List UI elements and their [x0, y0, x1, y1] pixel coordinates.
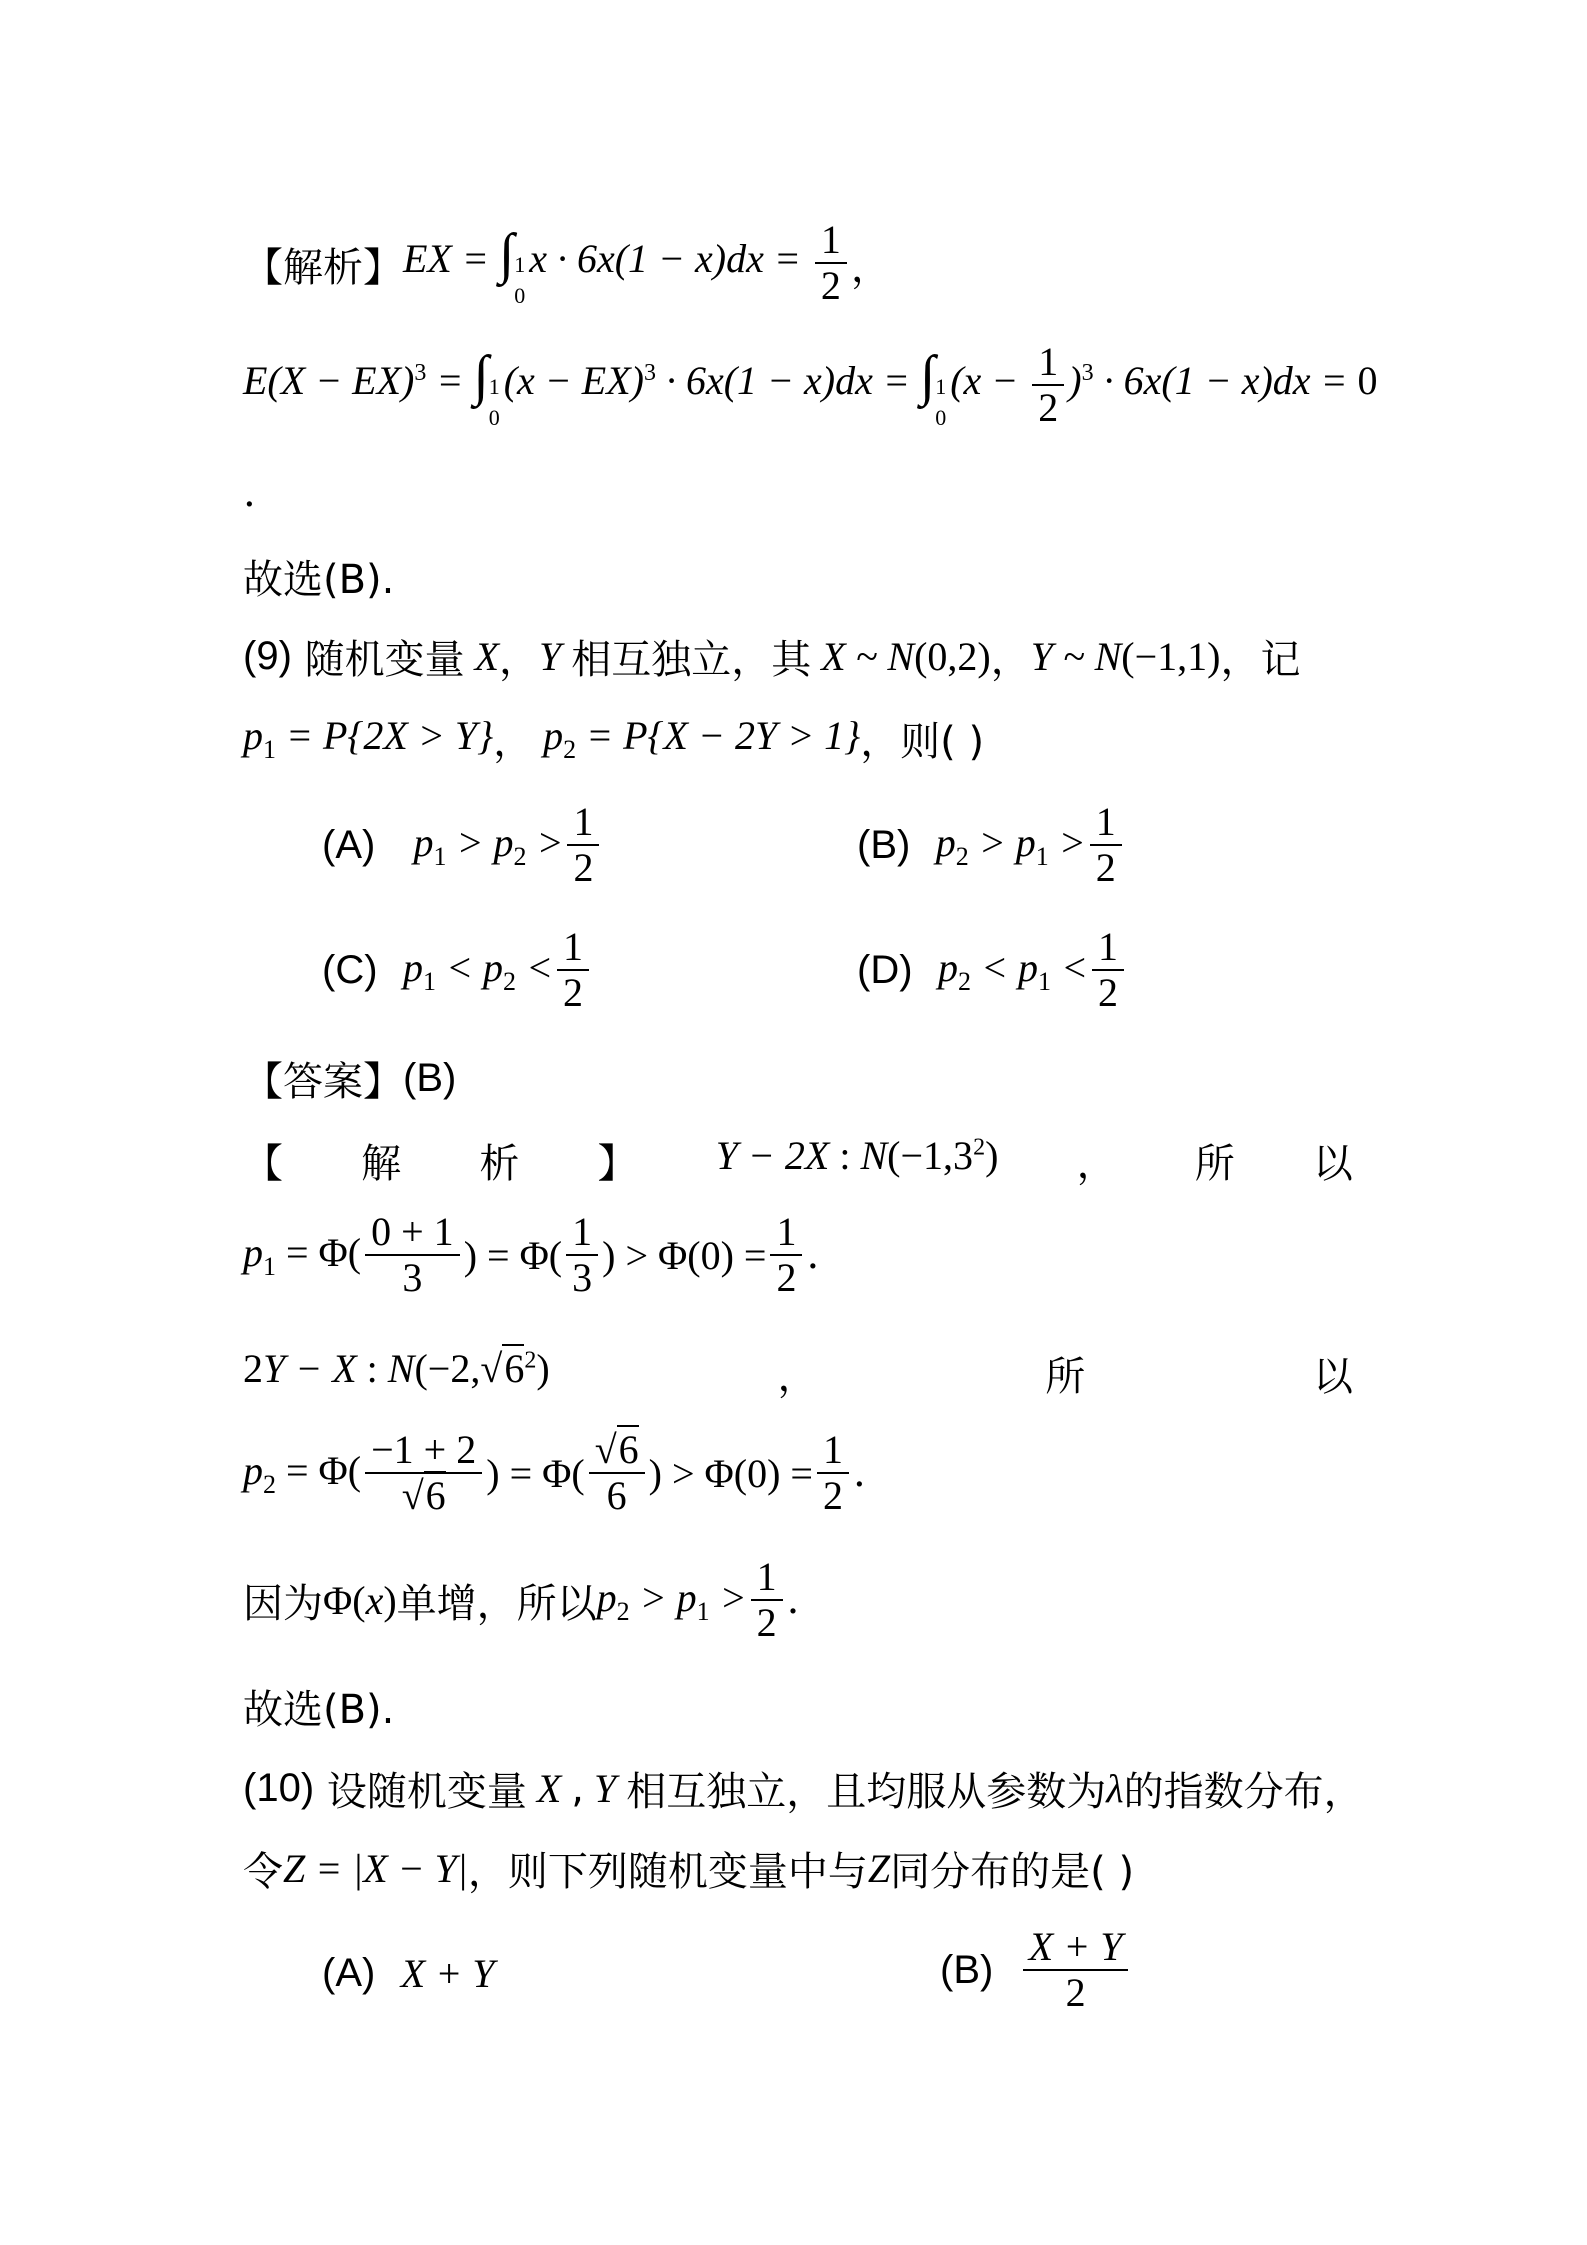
q9-conclusion: 故选(B).	[243, 1687, 395, 1733]
q9-analysis-line1: 【 解 析 】 Y − 2X : $N(-1,3^2)$ ， 所 以	[243, 1133, 1353, 1187]
analysis-label: 【解析】	[243, 245, 403, 292]
q10-option-a[interactable]: (A) X + Y	[322, 1951, 495, 1996]
q10-stem-line1: (10) 设随机变量 X , Y 相互独立，且均服从参数为 λ 的指数分布，	[243, 1765, 1364, 1815]
formula-third-moment: E(X − EX)$^3$ = ∫ 1 0 (x − EX)$^3$ · 6x(1 − x)dx = ∫ 1 0 (x − $\frac{1}{2}$ )$^3$ · 6x(1 − x)dx = 0	[243, 339, 1378, 430]
q9-option-a[interactable]: (A) $p_1 > p_2$ > $\frac{1}{2}$	[322, 800, 603, 890]
q8-analysis-line2	[243, 340, 1378, 434]
q8-analysis-line1: 【解析】 EX = ∫ 1 0 x · 6x(1 − x)dx = $\frac{1}{2}$ ，	[243, 218, 891, 312]
q9-option-b[interactable]: (B) $p_2 > p_1$ > $\frac{1}{2}$	[857, 800, 1126, 890]
q9-stem-line1: (9) 随机变量 X ， Y 相互独立，其 X ~ N(0,2) ， Y ~ N(−1,1) ，记	[243, 634, 1301, 683]
q10-number: (10)	[243, 1766, 315, 1810]
formula-ex: EX = ∫ 1 0 x · 6x(1 − x)dx = $\frac{1}{2}$	[403, 218, 851, 312]
q9-answer: 【答案】 (B)	[243, 1056, 457, 1105]
q10-stem-line2: 令 Z = |X − Y| ，则下列随机变量中与 Z 同分布的是( )	[243, 1846, 1135, 1895]
q9-analysis-line2: 2Y − X : $N(-2,√6^2)$ ， 所 以	[243, 1346, 1353, 1400]
q9-p1-formula: $p_1 = \Phi$( $\frac{0 + 1}{3}$ ) = Φ( $\frac{1}{3}$ ) > Φ(0) = $\frac{1}{2}$ .	[243, 1209, 820, 1300]
q10-option-b[interactable]: (B) $\frac{X + Y}{2}$	[940, 1925, 1132, 2015]
q9-option-c[interactable]: (C) $p_1 < p_2$ < $\frac{1}{2}$	[322, 925, 593, 1015]
q8-conclusion: 故选(B).	[243, 557, 395, 603]
q9-option-d[interactable]: (D) $p_2 < p_1$ < $\frac{1}{2}$	[857, 925, 1128, 1015]
q9-p2-formula: $p_2 = \Phi$( $\frac{-1 + 2}{√6}$ ) = Φ( $\frac{√6}{6}$ ) > Φ(0) = $\frac{1}{2}$ .	[243, 1427, 866, 1518]
q9-monotone: 因为 Φ(x) 单增，所以 $p_2 > p_1$ > $\frac{1}{2}$ .	[243, 1554, 800, 1645]
q9-stem-line2: $p_1 = P\{2X > Y\}$ ， $p_2 = P\{X - 2Y > 1\}$ ，则( )	[243, 713, 985, 765]
q8-period: .	[243, 470, 256, 516]
q9-number: (9)	[243, 634, 292, 678]
